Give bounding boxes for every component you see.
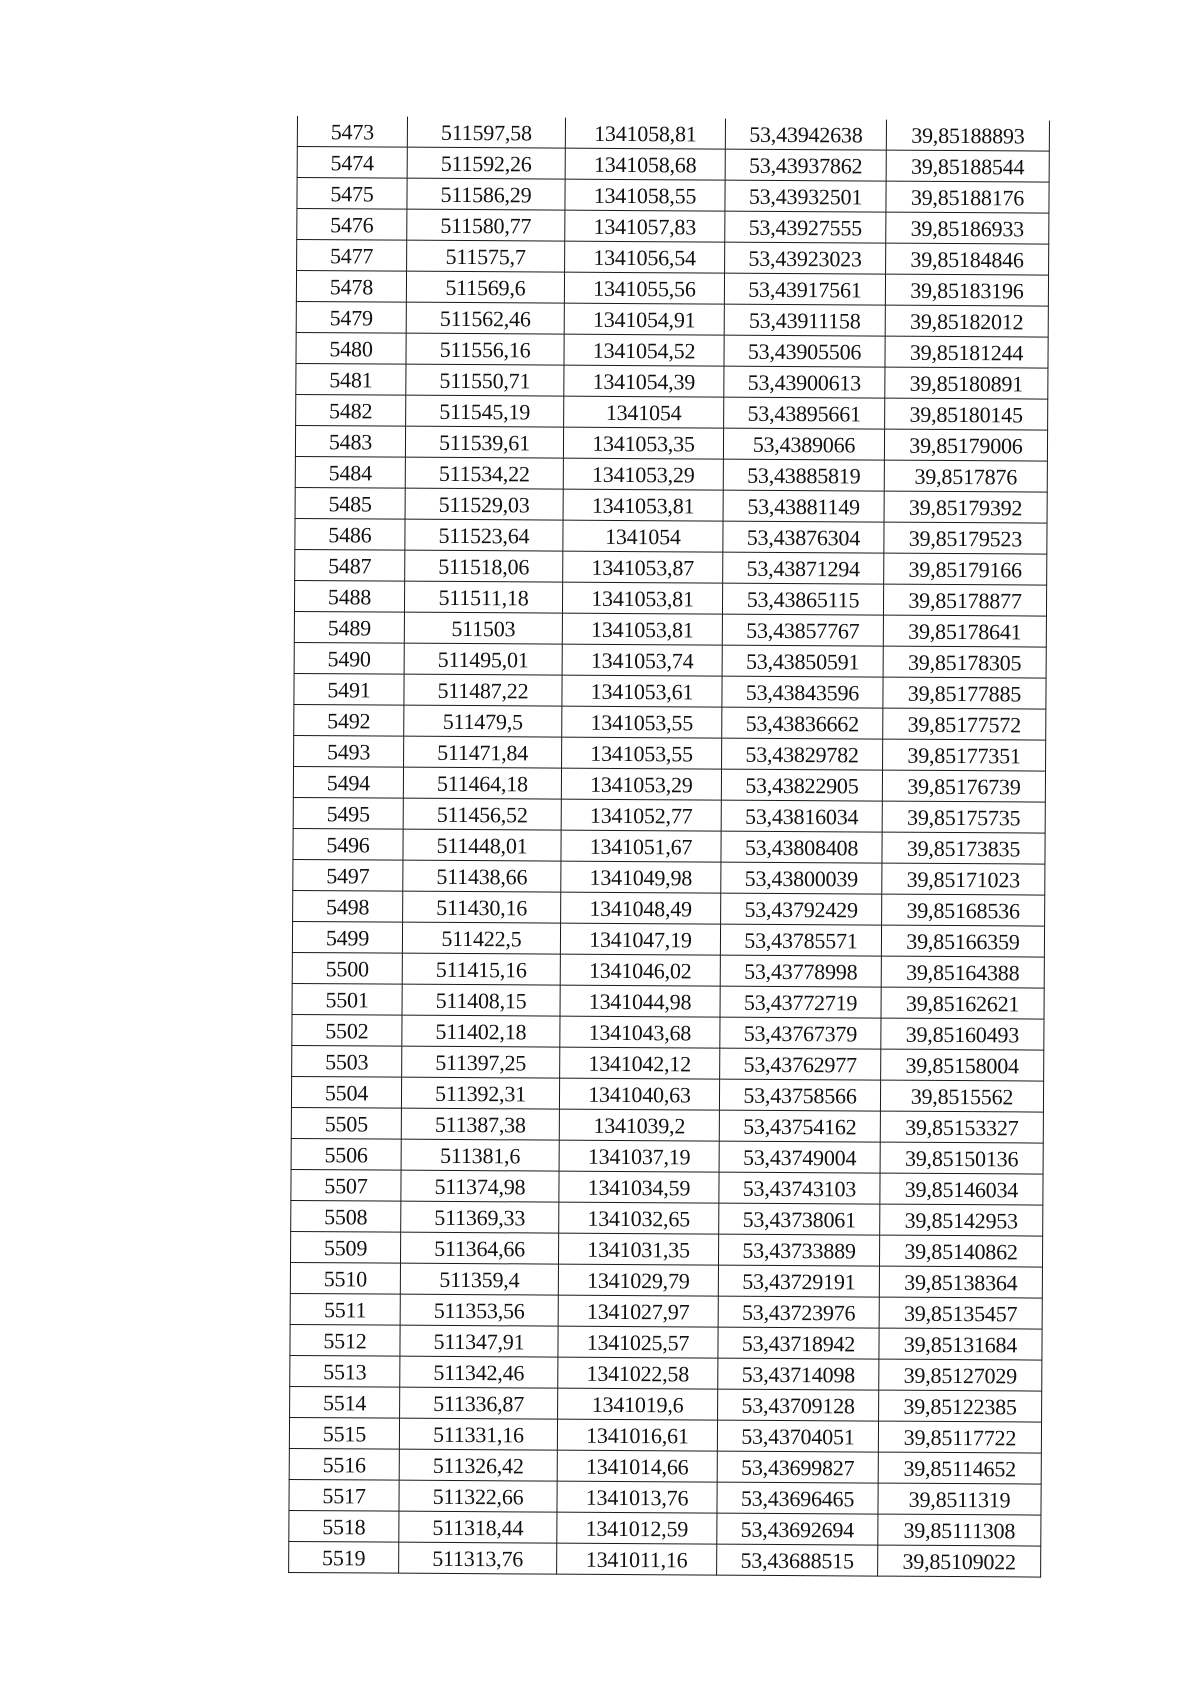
- y-coordinate-cell: 1341046,02: [560, 954, 720, 986]
- point-number-cell: 5516: [289, 1448, 399, 1480]
- table-row: [294, 580, 1046, 616]
- point-number-cell: 5504: [291, 1076, 401, 1108]
- point-number-cell: 5490: [294, 642, 404, 674]
- x-coordinate-cell: 511374,98: [401, 1170, 559, 1202]
- latitude-cell: 53,43905506: [724, 335, 885, 367]
- point-number-cell: 5473: [297, 116, 407, 147]
- point-number-cell: 5514: [290, 1386, 400, 1418]
- y-coordinate-cell: 1341011,16: [557, 1543, 717, 1575]
- latitude-cell: 53,43911158: [724, 304, 885, 336]
- x-coordinate-cell: 511415,16: [402, 953, 560, 985]
- longitude-cell: 39,8511319: [878, 1483, 1041, 1515]
- x-coordinate-cell: 511597,58: [407, 117, 565, 148]
- latitude-cell: 53,43885819: [723, 459, 884, 491]
- y-coordinate-cell: 1341051,67: [561, 830, 721, 862]
- longitude-cell: 39,85181244: [885, 336, 1048, 368]
- table-row: [292, 1045, 1044, 1081]
- x-coordinate-cell: 511539,61: [405, 426, 563, 458]
- table-row: [296, 301, 1048, 337]
- longitude-cell: 39,85127029: [879, 1359, 1042, 1391]
- point-number-cell: 5497: [293, 859, 403, 891]
- point-number-cell: 5483: [295, 425, 405, 457]
- table-row: [291, 1138, 1043, 1174]
- longitude-cell: 39,85175735: [882, 801, 1045, 833]
- point-number-cell: 5507: [291, 1169, 401, 1201]
- y-coordinate-cell: 1341057,83: [565, 210, 725, 242]
- table-row: [296, 363, 1048, 399]
- y-coordinate-cell: 1341012,59: [557, 1512, 717, 1544]
- point-number-cell: 5519: [289, 1541, 399, 1573]
- y-coordinate-cell: 1341040,63: [559, 1078, 719, 1110]
- point-number-cell: 5485: [295, 487, 405, 519]
- y-coordinate-cell: 1341052,77: [561, 799, 721, 831]
- longitude-cell: 39,85184846: [886, 243, 1049, 275]
- coordinates-table: [288, 116, 1050, 1578]
- latitude-cell: 53,43792429: [721, 893, 882, 925]
- table-row: [289, 1541, 1041, 1577]
- point-number-cell: 5495: [293, 797, 403, 829]
- latitude-cell: 53,43937862: [725, 149, 886, 181]
- longitude-cell: 39,85142953: [880, 1204, 1043, 1236]
- latitude-cell: 53,4389066: [723, 428, 884, 460]
- y-coordinate-cell: 1341027,97: [558, 1295, 718, 1327]
- x-coordinate-cell: 511562,46: [406, 302, 564, 334]
- table-row: [291, 1169, 1043, 1205]
- x-coordinate-cell: 511397,25: [402, 1046, 560, 1078]
- longitude-cell: 39,85122385: [879, 1390, 1042, 1422]
- x-coordinate-cell: 511331,16: [399, 1418, 557, 1450]
- longitude-cell: 39,85186933: [886, 212, 1049, 244]
- longitude-cell: 39,85150136: [880, 1142, 1043, 1174]
- point-number-cell: 5484: [295, 456, 405, 488]
- y-coordinate-cell: 1341025,57: [558, 1326, 718, 1358]
- y-coordinate-cell: 1341013,76: [557, 1481, 717, 1513]
- longitude-cell: 39,85180145: [885, 398, 1048, 430]
- x-coordinate-cell: 511503: [404, 612, 562, 644]
- table-row: [290, 1262, 1042, 1298]
- longitude-cell: 39,85173835: [882, 832, 1045, 864]
- longitude-cell: 39,85179392: [884, 491, 1047, 523]
- x-coordinate-cell: 511569,6: [406, 271, 564, 303]
- x-coordinate-cell: 511422,5: [402, 922, 560, 954]
- longitude-cell: 39,85171023: [882, 863, 1045, 895]
- x-coordinate-cell: 511523,64: [405, 519, 563, 551]
- x-coordinate-cell: 511479,5: [404, 705, 562, 737]
- latitude-cell: 53,43816034: [721, 800, 882, 832]
- table-row: [289, 1479, 1041, 1515]
- table-row: [296, 394, 1048, 430]
- latitude-cell: 53,43836662: [722, 707, 883, 739]
- latitude-cell: 53,43688515: [717, 1544, 878, 1576]
- point-number-cell: 5517: [289, 1479, 399, 1511]
- table-row: [297, 147, 1049, 183]
- latitude-cell: 53,43829782: [722, 738, 883, 770]
- table-row: [295, 425, 1047, 461]
- latitude-cell: 53,43857767: [722, 614, 883, 646]
- table-row: [297, 209, 1049, 245]
- latitude-cell: 53,43881149: [723, 490, 884, 522]
- y-coordinate-cell: 1341048,49: [561, 892, 721, 924]
- latitude-cell: 53,43900613: [724, 366, 885, 398]
- longitude-cell: 39,85131684: [879, 1328, 1042, 1360]
- x-coordinate-cell: 511580,77: [407, 209, 565, 241]
- x-coordinate-cell: 511381,6: [401, 1139, 559, 1171]
- y-coordinate-cell: 1341044,98: [560, 985, 720, 1017]
- latitude-cell: 53,43800039: [721, 862, 882, 894]
- latitude-cell: 53,43692694: [717, 1513, 878, 1545]
- x-coordinate-cell: 511487,22: [404, 674, 562, 706]
- y-coordinate-cell: 1341053,81: [562, 582, 722, 614]
- y-coordinate-cell: 1341053,61: [562, 675, 722, 707]
- latitude-cell: 53,43767379: [720, 1017, 881, 1049]
- latitude-cell: 53,43865115: [722, 583, 883, 615]
- x-coordinate-cell: 511592,26: [407, 147, 565, 179]
- point-number-cell: 5478: [296, 271, 406, 303]
- y-coordinate-cell: 1341058,81: [565, 118, 725, 149]
- x-coordinate-cell: 511534,22: [405, 457, 563, 489]
- y-coordinate-cell: 1341053,87: [563, 551, 723, 583]
- y-coordinate-cell: 1341055,56: [564, 272, 724, 304]
- point-number-cell: 5502: [292, 1014, 402, 1046]
- point-number-cell: 5487: [295, 549, 405, 581]
- y-coordinate-cell: 1341053,81: [562, 613, 722, 645]
- x-coordinate-cell: 511511,18: [404, 581, 562, 613]
- x-coordinate-cell: 511347,91: [400, 1325, 558, 1357]
- y-coordinate-cell: 1341029,79: [558, 1264, 718, 1296]
- y-coordinate-cell: 1341053,29: [563, 458, 723, 490]
- table-row: [294, 611, 1046, 647]
- table-row: [289, 1448, 1041, 1484]
- table-row: [289, 1510, 1041, 1546]
- latitude-cell: 53,43743103: [719, 1172, 880, 1204]
- longitude-cell: 39,85178305: [883, 646, 1046, 678]
- latitude-cell: 53,43785571: [720, 924, 881, 956]
- point-number-cell: 5513: [290, 1355, 400, 1387]
- table-row: [297, 116, 1049, 151]
- table-row: [294, 642, 1046, 678]
- longitude-cell: 39,85176739: [882, 770, 1045, 802]
- table-row: [290, 1386, 1042, 1422]
- point-number-cell: 5508: [291, 1200, 401, 1232]
- point-number-cell: 5494: [293, 766, 403, 798]
- point-number-cell: 5505: [291, 1107, 401, 1139]
- x-coordinate-cell: 511556,16: [406, 333, 564, 365]
- table-row: [290, 1355, 1042, 1391]
- latitude-cell: 53,43733889: [718, 1234, 879, 1266]
- table-row: [293, 828, 1045, 864]
- x-coordinate-cell: 511448,01: [403, 829, 561, 861]
- longitude-cell: 39,85179523: [884, 522, 1047, 554]
- longitude-cell: 39,85188544: [886, 150, 1049, 182]
- latitude-cell: 53,43843596: [722, 676, 883, 708]
- latitude-cell: 53,43895661: [724, 397, 885, 429]
- longitude-cell: 39,85180891: [885, 367, 1048, 399]
- y-coordinate-cell: 1341053,29: [561, 768, 721, 800]
- table-row: [294, 735, 1046, 771]
- point-number-cell: 5476: [297, 209, 407, 241]
- table-row: [293, 859, 1045, 895]
- y-coordinate-cell: 1341034,59: [559, 1171, 719, 1203]
- latitude-cell: 53,43723976: [718, 1296, 879, 1328]
- table-row: [293, 890, 1045, 926]
- latitude-cell: 53,43927555: [725, 211, 886, 243]
- y-coordinate-cell: 1341053,81: [563, 489, 723, 521]
- longitude-cell: 39,85158004: [881, 1049, 1044, 1081]
- table-row: [293, 766, 1045, 802]
- point-number-cell: 5475: [297, 178, 407, 210]
- x-coordinate-cell: 511364,66: [400, 1232, 558, 1264]
- point-number-cell: 5501: [292, 983, 402, 1015]
- y-coordinate-cell: 1341054,39: [564, 365, 724, 397]
- longitude-cell: 39,8517876: [884, 460, 1047, 492]
- x-coordinate-cell: 511342,46: [400, 1356, 558, 1388]
- latitude-cell: 53,43871294: [723, 552, 884, 584]
- y-coordinate-cell: 1341056,54: [565, 241, 725, 273]
- table-row: [290, 1231, 1042, 1267]
- longitude-cell: 39,85182012: [885, 305, 1048, 337]
- table-row: [297, 240, 1049, 276]
- longitude-cell: 39,85168536: [882, 894, 1045, 926]
- latitude-cell: 53,43942638: [725, 119, 886, 150]
- x-coordinate-cell: 511353,56: [400, 1294, 558, 1326]
- longitude-cell: 39,85164388: [881, 956, 1044, 988]
- y-coordinate-cell: 1341053,55: [562, 737, 722, 769]
- point-number-cell: 5503: [292, 1045, 402, 1077]
- x-coordinate-cell: 511464,18: [403, 767, 561, 799]
- table-row: [295, 518, 1047, 554]
- longitude-cell: 39,85109022: [878, 1545, 1041, 1577]
- y-coordinate-cell: 1341042,12: [560, 1047, 720, 1079]
- y-coordinate-cell: 1341032,65: [559, 1202, 719, 1234]
- latitude-cell: 53,43754162: [719, 1110, 880, 1142]
- longitude-cell: 39,85140862: [879, 1235, 1042, 1267]
- longitude-cell: 39,85177572: [883, 708, 1046, 740]
- table-row: [292, 1014, 1044, 1050]
- x-coordinate-cell: 511408,15: [402, 984, 560, 1016]
- table-row: [297, 178, 1049, 214]
- x-coordinate-cell: 511318,44: [399, 1511, 557, 1543]
- longitude-cell: 39,85166359: [881, 925, 1044, 957]
- point-number-cell: 5482: [296, 394, 406, 426]
- x-coordinate-cell: 511369,33: [401, 1201, 559, 1233]
- longitude-cell: 39,85117722: [878, 1421, 1041, 1453]
- x-coordinate-cell: 511586,29: [407, 178, 565, 210]
- y-coordinate-cell: 1341019,6: [558, 1388, 718, 1420]
- latitude-cell: 53,43932501: [725, 180, 886, 212]
- y-coordinate-cell: 1341058,55: [565, 179, 725, 211]
- latitude-cell: 53,43876304: [723, 521, 884, 553]
- point-number-cell: 5500: [292, 952, 402, 984]
- point-number-cell: 5493: [294, 735, 404, 767]
- latitude-cell: 53,43714098: [718, 1358, 879, 1390]
- point-number-cell: 5509: [290, 1231, 400, 1263]
- longitude-cell: 39,85179006: [884, 429, 1047, 461]
- point-number-cell: 5488: [294, 580, 404, 612]
- latitude-cell: 53,43696465: [717, 1482, 878, 1514]
- x-coordinate-cell: 511387,38: [401, 1108, 559, 1140]
- point-number-cell: 5511: [290, 1293, 400, 1325]
- longitude-cell: 39,85162621: [881, 987, 1044, 1019]
- latitude-cell: 53,43850591: [722, 645, 883, 677]
- point-number-cell: 5506: [291, 1138, 401, 1170]
- longitude-cell: 39,85146034: [880, 1173, 1043, 1205]
- point-number-cell: 5491: [294, 673, 404, 705]
- table-row: [295, 549, 1047, 585]
- table-row: [295, 487, 1047, 523]
- x-coordinate-cell: 511471,84: [404, 736, 562, 768]
- latitude-cell: 53,43923023: [725, 242, 886, 274]
- longitude-cell: 39,85183196: [885, 274, 1048, 306]
- latitude-cell: 53,43699827: [717, 1451, 878, 1483]
- latitude-cell: 53,43762977: [720, 1048, 881, 1080]
- x-coordinate-cell: 511430,16: [403, 891, 561, 923]
- x-coordinate-cell: 511456,52: [403, 798, 561, 830]
- y-coordinate-cell: 1341054: [563, 520, 723, 552]
- point-number-cell: 5498: [293, 890, 403, 922]
- longitude-cell: 39,85188176: [886, 181, 1049, 213]
- table-row: [294, 704, 1046, 740]
- y-coordinate-cell: 1341016,61: [557, 1419, 717, 1451]
- point-number-cell: 5496: [293, 828, 403, 860]
- point-number-cell: 5512: [290, 1324, 400, 1356]
- point-number-cell: 5489: [294, 611, 404, 643]
- table-row: [295, 456, 1047, 492]
- point-number-cell: 5518: [289, 1510, 399, 1542]
- point-number-cell: 5510: [290, 1262, 400, 1294]
- x-coordinate-cell: 511495,01: [404, 643, 562, 675]
- point-number-cell: 5515: [289, 1417, 399, 1449]
- table-row: [291, 1107, 1043, 1143]
- latitude-cell: 53,43822905: [721, 769, 882, 801]
- latitude-cell: 53,43704051: [717, 1420, 878, 1452]
- y-coordinate-cell: 1341053,55: [562, 706, 722, 738]
- latitude-cell: 53,43738061: [719, 1203, 880, 1235]
- y-coordinate-cell: 1341054,52: [564, 334, 724, 366]
- x-coordinate-cell: 511529,03: [405, 488, 563, 520]
- y-coordinate-cell: 1341043,68: [560, 1016, 720, 1048]
- x-coordinate-cell: 511438,66: [403, 860, 561, 892]
- point-number-cell: 5486: [295, 518, 405, 550]
- longitude-cell: 39,85178877: [883, 584, 1046, 616]
- table-row: [296, 332, 1048, 368]
- latitude-cell: 53,43917561: [724, 273, 885, 305]
- latitude-cell: 53,43729191: [718, 1265, 879, 1297]
- longitude-cell: 39,85177351: [883, 739, 1046, 771]
- x-coordinate-cell: 511336,87: [400, 1387, 558, 1419]
- longitude-cell: 39,85138364: [879, 1266, 1042, 1298]
- latitude-cell: 53,43709128: [718, 1389, 879, 1421]
- longitude-cell: 39,85188893: [886, 120, 1049, 151]
- longitude-cell: 39,8515562: [880, 1080, 1043, 1112]
- x-coordinate-cell: 511359,4: [400, 1263, 558, 1295]
- table-row: [291, 1200, 1043, 1236]
- latitude-cell: 53,43808408: [721, 831, 882, 863]
- point-number-cell: 5492: [294, 704, 404, 736]
- x-coordinate-cell: 511575,7: [407, 240, 565, 272]
- x-coordinate-cell: 511326,42: [399, 1449, 557, 1481]
- y-coordinate-cell: 1341037,19: [559, 1140, 719, 1172]
- table-row: [292, 921, 1044, 957]
- longitude-cell: 39,85160493: [881, 1018, 1044, 1050]
- table-row: [292, 952, 1044, 988]
- x-coordinate-cell: 511402,18: [402, 1015, 560, 1047]
- latitude-cell: 53,43749004: [719, 1141, 880, 1173]
- table-row: [290, 1324, 1042, 1360]
- point-number-cell: 5499: [292, 921, 402, 953]
- latitude-cell: 53,43778998: [720, 955, 881, 987]
- point-number-cell: 5479: [296, 301, 406, 333]
- latitude-cell: 53,43758566: [719, 1079, 880, 1111]
- longitude-cell: 39,85111308: [878, 1514, 1041, 1546]
- table-row: [291, 1076, 1043, 1112]
- y-coordinate-cell: 1341058,68: [565, 148, 725, 180]
- y-coordinate-cell: 1341053,35: [563, 427, 723, 459]
- table-row: [290, 1293, 1042, 1329]
- point-number-cell: 5481: [296, 363, 406, 395]
- longitude-cell: 39,85114652: [878, 1452, 1041, 1484]
- y-coordinate-cell: 1341031,35: [558, 1233, 718, 1265]
- y-coordinate-cell: 1341049,98: [561, 861, 721, 893]
- longitude-cell: 39,85177885: [883, 677, 1046, 709]
- point-number-cell: 5477: [297, 240, 407, 272]
- table-row: [296, 271, 1048, 307]
- latitude-cell: 53,43772719: [720, 986, 881, 1018]
- x-coordinate-cell: 511392,31: [401, 1077, 559, 1109]
- table-row: [294, 673, 1046, 709]
- longitude-cell: 39,85178641: [883, 615, 1046, 647]
- point-number-cell: 5474: [297, 147, 407, 179]
- y-coordinate-cell: 1341053,74: [562, 644, 722, 676]
- point-number-cell: 5480: [296, 332, 406, 364]
- table-row: [293, 797, 1045, 833]
- longitude-cell: 39,85135457: [879, 1297, 1042, 1329]
- table-row: [289, 1417, 1041, 1453]
- table-row: [292, 983, 1044, 1019]
- y-coordinate-cell: 1341054,91: [564, 303, 724, 335]
- longitude-cell: 39,85153327: [880, 1111, 1043, 1143]
- x-coordinate-cell: 511550,71: [406, 364, 564, 396]
- longitude-cell: 39,85179166: [884, 553, 1047, 585]
- x-coordinate-cell: 511313,76: [399, 1542, 557, 1574]
- y-coordinate-cell: 1341022,58: [558, 1357, 718, 1389]
- x-coordinate-cell: 511322,66: [399, 1480, 557, 1512]
- coordinates-table-body: [289, 116, 1050, 1577]
- y-coordinate-cell: 1341047,19: [560, 923, 720, 955]
- x-coordinate-cell: 511545,19: [406, 395, 564, 427]
- y-coordinate-cell: 1341039,2: [559, 1109, 719, 1141]
- latitude-cell: 53,43718942: [718, 1327, 879, 1359]
- y-coordinate-cell: 1341014,66: [557, 1450, 717, 1482]
- x-coordinate-cell: 511518,06: [405, 550, 563, 582]
- y-coordinate-cell: 1341054: [564, 396, 724, 428]
